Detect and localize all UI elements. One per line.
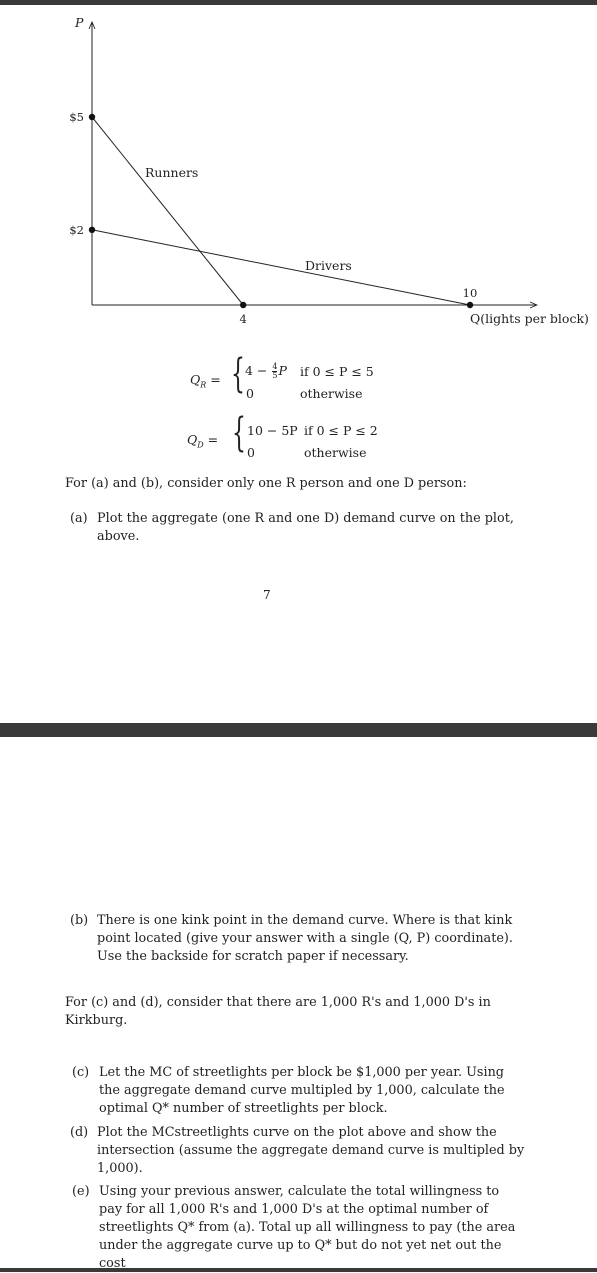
question-b-line3: Use the backside for scratch paper if necessary.: [97, 949, 409, 964]
page-number: 7: [263, 588, 271, 602]
qd-case2-expr: 0: [247, 445, 255, 460]
intro-cd-line2: Kirkburg.: [65, 1013, 128, 1028]
question-d-label: (d): [70, 1125, 89, 1140]
qr-case1-expr-b: P: [278, 363, 287, 378]
pdf-page-7: Runners Drivers 4 10 $5 $2 P Q(lights per block) $Q_R$ = { 4 − $\frac{4}{5}$ P if 0 ≤ P ≤ 5 0 otherwise $Q_D$ = { 10 − 5P if 0 ≤ P ≤ 2 0 otherwise For (a) and (b), consider only one R person and one D person: (a) Plot the aggregate (one R and one D) demand curve on the plot, above. 7: [0, 5, 597, 723]
intro-ab: For (a) and (b), consider only one R person and one D person:: [65, 476, 467, 491]
series-point-runners-1: [240, 302, 246, 308]
bottom-bar: [0, 1268, 597, 1272]
qd-lhs: Q: [187, 432, 198, 447]
series-point-runners-0: [89, 114, 95, 120]
series-line-drivers: [92, 230, 470, 305]
qr-brace: {: [231, 351, 245, 397]
qr-case2-cond: otherwise: [300, 386, 363, 401]
y-axis-label: P: [75, 15, 84, 30]
question-b-label: (b): [70, 913, 89, 928]
qr-frac-num: 4: [272, 362, 278, 371]
question-b-line2: point located (give your answer with a single (Q, P) coordinate).: [97, 931, 513, 946]
y-tick-label-0: $5: [69, 110, 84, 124]
question-c-line2: the aggregate demand curve multipled by 1,000, calculate the: [99, 1083, 505, 1098]
qr-sub: R: [200, 380, 207, 390]
question-a-line1: Plot the aggregate (one R and one D) demand curve on the plot,: [97, 511, 514, 526]
qr-case1-cond: if 0 ≤ P ≤ 5: [300, 364, 374, 379]
qr-frac-den: 5: [272, 371, 278, 380]
qd-case2-cond: otherwise: [304, 445, 367, 460]
intro-cd-line1: For (c) and (d), consider that there are 1,000 R's and 1,000 D's in: [65, 995, 491, 1010]
qd-brace: {: [232, 410, 246, 456]
qr-case1-expr-a: 4 −: [245, 363, 268, 378]
question-e-line2: pay for all 1,000 R's and 1,000 D's at the optimal number of: [99, 1202, 489, 1217]
demand-chart: [0, 5, 597, 335]
question-d-line1: Plot the MCstreetlights curve on the plot above and show the: [97, 1125, 497, 1140]
question-b-line1: There is one kink point in the demand curve. Where is that kink: [97, 913, 513, 928]
x-tick-label-1: 10: [462, 286, 478, 300]
question-c-line3: optimal Q* number of streetlights per block.: [99, 1101, 388, 1116]
qd-case1-cond: if 0 ≤ P ≤ 2: [304, 423, 378, 438]
series-point-drivers-0: [89, 227, 95, 233]
y-tick-label-1: $2: [69, 222, 84, 237]
qd-sub: D: [197, 440, 204, 450]
question-d-line2: intersection (assume the aggregate demand curve is multipled by: [97, 1143, 525, 1158]
series-point-drivers-1: [467, 302, 473, 308]
question-c-line1: Let the MC of streetlights per block be $1,000 per year. Using: [99, 1065, 505, 1080]
qd-case1-expr: 10 − 5P: [247, 423, 298, 438]
qr-lhs: Q: [190, 372, 201, 387]
question-e-line4: under the aggregate curve up to Q* but do not yet net out the: [99, 1238, 502, 1253]
series-label-drivers: Drivers: [305, 258, 352, 273]
question-c-label: (c): [72, 1065, 90, 1080]
series-label-runners: Runners: [145, 165, 199, 180]
question-a-label: (a): [70, 511, 88, 526]
question-e-line5: cost: [99, 1256, 126, 1271]
question-a-line2: above.: [97, 529, 140, 544]
x-tick-label-0: 4: [239, 312, 247, 326]
question-e-line1: Using your previous answer, calculate the total willingness to: [99, 1184, 500, 1199]
question-d-line3: 1,000).: [97, 1161, 143, 1176]
qr-case2-expr: 0: [246, 386, 254, 401]
series-line-runners: [92, 117, 243, 305]
page-separator: [0, 723, 597, 737]
question-e-line3: streetlights Q* from (a). Total up all willingness to pay (the area: [99, 1220, 516, 1235]
pdf-page-8: [0, 737, 597, 1271]
question-e-label: (e): [72, 1184, 90, 1199]
x-axis-label: Q(lights per block): [470, 311, 589, 326]
